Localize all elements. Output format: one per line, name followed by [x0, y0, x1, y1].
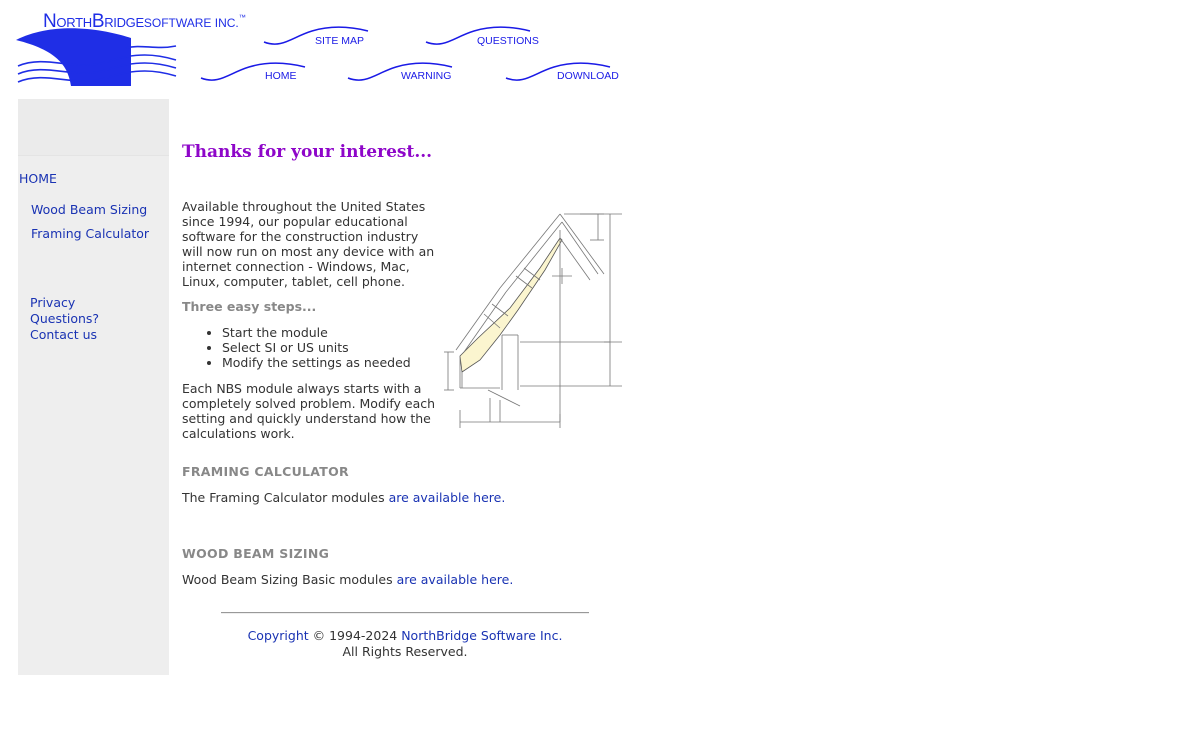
- wood-beam-section-title: WOOD BEAM SIZING: [182, 546, 330, 561]
- company-logo[interactable]: [16, 10, 246, 88]
- sidebar-contact-link[interactable]: Contact us: [30, 327, 98, 342]
- sidebar-privacy-link[interactable]: Privacy: [30, 295, 76, 310]
- framing-text: The Framing Calculator modules: [182, 490, 389, 505]
- nav-questions-label: QUESTIONS: [477, 35, 539, 47]
- nav-site-map-label: SITE MAP: [315, 35, 365, 47]
- list-item: • Select SI or US units: [222, 340, 411, 355]
- company-link[interactable]: NorthBridge Software Inc.: [401, 628, 563, 643]
- list-item: • Start the module: [222, 325, 411, 340]
- sidebar-framing-calculator-link[interactable]: Framing Calculator: [31, 226, 150, 241]
- list-item: • Modify the settings as needed: [222, 355, 411, 370]
- logo-name: NorthBridge: [43, 11, 144, 32]
- copyright-link[interactable]: Copyright: [247, 628, 309, 643]
- nav-warning[interactable]: [346, 61, 476, 85]
- framing-section-text: [182, 490, 505, 505]
- rights-reserved: All Rights Reserved.: [342, 644, 468, 659]
- intro-paragraph: Available throughout the United States since 1994, our popular educational software for the construction industry will now run on most any device with an internet connection - Windows, Mac, Linux, computer, tablet, cell phone.: [182, 199, 435, 289]
- steps-list: [182, 325, 411, 370]
- nav-home-label: HOME: [265, 70, 297, 82]
- module-paragraph: Each NBS module always starts with a completely solved problem. Modify each setting and quickly understand how the calculations work.: [182, 381, 436, 441]
- copyright-years: © 1994-2024: [308, 628, 402, 643]
- sidebar-questions-link[interactable]: Questions?: [30, 311, 100, 326]
- nav-site-map[interactable]: [262, 25, 392, 49]
- framing-section-title: FRAMING CALCULATOR: [182, 464, 349, 479]
- copyright-line: [182, 628, 628, 644]
- nav-download-label: DOWNLOAD: [557, 70, 619, 82]
- page-heading: Thanks for your interest...: [182, 142, 433, 162]
- logo-text: [43, 11, 245, 33]
- nav-download[interactable]: [504, 61, 634, 85]
- wood-beam-section-text: [182, 572, 513, 587]
- logo-trademark: ™: [238, 14, 246, 22]
- footer-divider: [221, 612, 589, 614]
- footer: [182, 628, 628, 660]
- sidebar: [18, 99, 169, 675]
- wood-beam-available-link[interactable]: are available here.: [396, 572, 514, 587]
- wood-beam-text: Wood Beam Sizing Basic modules: [182, 572, 397, 587]
- nav-questions[interactable]: [424, 25, 554, 49]
- nav-home[interactable]: [199, 61, 329, 85]
- logo-suffix: SOFTWARE INC.: [143, 16, 239, 30]
- roof-framing-drawing: [440, 210, 624, 432]
- steps-title: Three easy steps...: [182, 299, 317, 314]
- framing-available-link[interactable]: are available here.: [388, 490, 506, 505]
- sidebar-wood-beam-sizing-link[interactable]: Wood Beam Sizing: [31, 202, 148, 217]
- sidebar-header-band: [18, 99, 169, 156]
- nav-warning-label: WARNING: [401, 70, 452, 82]
- sidebar-home-link[interactable]: HOME: [19, 171, 57, 186]
